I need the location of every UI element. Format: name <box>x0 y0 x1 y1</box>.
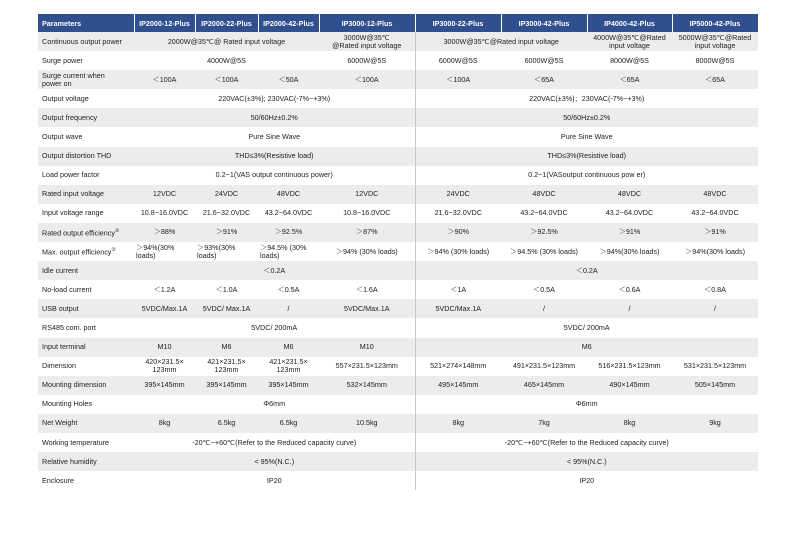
table-cell: 50/60Hz±0.2% <box>415 108 758 127</box>
table-cell: ＞94.5% (30% loads) <box>258 242 319 261</box>
header-parameters: Parameters <box>38 14 134 32</box>
table-cell: 220VAC(±3%); 230VAC(-7%~+3%) <box>134 89 415 108</box>
table-cell: ＞94% (30% loads) <box>415 242 501 261</box>
table-cell: ＜0.5A <box>258 280 319 299</box>
table-cell: 521×274×148mm <box>415 357 501 376</box>
table-cell: / <box>587 299 672 318</box>
table-row <box>38 147 758 166</box>
table-cell: 6000W@5S <box>415 51 501 70</box>
table-cell: ＞94%(30% loads) <box>587 242 672 261</box>
table-cell: ＜100A <box>134 70 195 89</box>
table-cell: 12VDC <box>134 185 195 204</box>
table-cell: ＜100A <box>319 70 415 89</box>
table-cell: 24VDC <box>195 185 258 204</box>
table-cell: 48VDC <box>501 185 587 204</box>
table-cell: 21.6~32.0VDC <box>415 204 501 223</box>
table-cell: ＞92.5% <box>258 223 319 242</box>
table-cell: 421×231.5× 123mm <box>258 357 319 376</box>
table-cell: ＜0.2A <box>134 261 415 280</box>
table-cell: Φ6mm <box>134 395 415 414</box>
row-label: Continuous output power <box>38 32 134 51</box>
table-cell: 490×145mm <box>587 376 672 395</box>
table-cell: 8kg <box>415 414 501 433</box>
table-cell: 7kg <box>501 414 587 433</box>
table-cell: 5VDC/Max.1A <box>415 299 501 318</box>
table-cell: -20℃~+60℃(Refer to the Reduced capacity curve) <box>134 433 415 452</box>
row-label: Load power factor <box>38 166 134 185</box>
header-row <box>38 14 758 32</box>
table-row <box>38 338 758 357</box>
row-label: Input terminal <box>38 338 134 357</box>
table-cell: ＜1.6A <box>319 280 415 299</box>
table-cell: 420×231.5× 123mm <box>134 357 195 376</box>
table-cell: 6000W@5S <box>501 51 587 70</box>
table-cell: 465×145mm <box>501 376 587 395</box>
table-row <box>38 223 758 242</box>
table-cell: 43.2~64.0VDC <box>587 204 672 223</box>
header-model: IP2000-12-Plus <box>134 14 195 32</box>
table-cell: ＞94%(30% loads) <box>672 242 758 261</box>
table-cell: 10.8~16.0VDC <box>319 204 415 223</box>
table-row <box>38 395 758 414</box>
table-cell: 6.5kg <box>195 414 258 433</box>
row-label: Output wave <box>38 127 134 146</box>
table-cell: 532×145mm <box>319 376 415 395</box>
table-cell: 5VDC/ Max.1A <box>195 299 258 318</box>
table-cell: 5VDC/ 200mA <box>134 318 415 337</box>
row-label: Working temperature <box>38 433 134 452</box>
table-row <box>38 204 758 223</box>
table-cell: M6 <box>415 338 758 357</box>
table-cell: 48VDC <box>672 185 758 204</box>
table-cell: / <box>672 299 758 318</box>
table-row <box>38 376 758 395</box>
header-model: IP3000-22-Plus <box>415 14 501 32</box>
table-cell: ＜100A <box>415 70 501 89</box>
table-cell: ＞87% <box>319 223 415 242</box>
row-label: Mounting dimension <box>38 376 134 395</box>
table-row <box>38 357 758 376</box>
header-model: IP3000-42-Plus <box>501 14 587 32</box>
row-label: Surge power <box>38 51 134 70</box>
table-cell: ＜65A <box>587 70 672 89</box>
table-cell: M6 <box>195 338 258 357</box>
row-label: Output distortion THD <box>38 147 134 166</box>
row-label: No-load current <box>38 280 134 299</box>
table-cell: 505×145mm <box>672 376 758 395</box>
table-cell: ＞94% (30% loads) <box>319 242 415 261</box>
table-row <box>38 414 758 433</box>
table-row <box>38 108 758 127</box>
header-model: IP5000-42-Plus <box>672 14 758 32</box>
table-cell: M10 <box>134 338 195 357</box>
table-cell: 6000W@5S <box>319 51 415 70</box>
table-cell: 5000W@35℃@Rated input voltage <box>672 32 758 51</box>
table-row <box>38 70 758 89</box>
table-cell: ＜50A <box>258 70 319 89</box>
table-cell: ＞94%(30% loads) <box>134 242 195 261</box>
table-cell: ＞92.5% <box>501 223 587 242</box>
table-cell: Φ6mm <box>415 395 758 414</box>
table-row <box>38 318 758 337</box>
table-cell: M10 <box>319 338 415 357</box>
table-cell: 4000W@35℃@Rated input voltage <box>587 32 672 51</box>
table-cell: 48VDC <box>587 185 672 204</box>
table-cell: 491×231.5×123mm <box>501 357 587 376</box>
header-model: IP3000-12-Plus <box>319 14 415 32</box>
table-cell: / <box>258 299 319 318</box>
table-row <box>38 242 758 261</box>
table-cell: 8000W@5S <box>587 51 672 70</box>
table-cell: 2000W@35℃@ Rated input voltage <box>134 32 319 51</box>
table-cell: 395×145mm <box>258 376 319 395</box>
row-label: Relative humidity <box>38 452 134 471</box>
table-cell: ＞91% <box>587 223 672 242</box>
table-cell: 3000W@35℃ @Rated input voltage <box>319 32 415 51</box>
row-label: Enclosure <box>38 471 134 490</box>
table-cell: ＜0.8A <box>672 280 758 299</box>
table-cell: 516×231.5×123mm <box>587 357 672 376</box>
table-row <box>38 127 758 146</box>
table-cell: 4000W@5S <box>134 51 319 70</box>
table-row <box>38 89 758 108</box>
row-label: Surge current when power on <box>38 70 134 89</box>
table-row <box>38 433 758 452</box>
table-cell: IP20 <box>134 471 415 490</box>
table-row <box>38 280 758 299</box>
table-cell: / <box>501 299 587 318</box>
table-cell: ＜0.5A <box>501 280 587 299</box>
table-cell: 557×231.5×123mm <box>319 357 415 376</box>
table-cell: 10.5kg <box>319 414 415 433</box>
table-cell: 3000W@35℃@Rated input voltage <box>415 32 587 51</box>
table-row <box>38 261 758 280</box>
table-cell: 21.6~32.0VDC <box>195 204 258 223</box>
table-cell: 24VDC <box>415 185 501 204</box>
table-cell: ＞88% <box>134 223 195 242</box>
row-label: USB output <box>38 299 134 318</box>
table-cell: THD≤3%(Resistive load) <box>134 147 415 166</box>
row-label: Input voltage range <box>38 204 134 223</box>
footnote-marker: ② <box>111 247 116 254</box>
table-row <box>38 471 758 490</box>
table-cell: 5VDC/Max.1A <box>134 299 195 318</box>
table-cell: 10.8~16.0VDC <box>134 204 195 223</box>
table-row <box>38 32 758 51</box>
table-cell: 495×145mm <box>415 376 501 395</box>
row-label: Output voltage <box>38 89 134 108</box>
table-cell: 395×145mm <box>195 376 258 395</box>
table-cell: 0.2~1(VAS output continuous power) <box>134 166 415 185</box>
table-cell: < 95%(N.C.) <box>415 452 758 471</box>
table-cell: ＜1.0A <box>195 280 258 299</box>
table-cell: ＜65A <box>672 70 758 89</box>
row-label: Mounting Holes <box>38 395 134 414</box>
table-cell: 8000W@5S <box>672 51 758 70</box>
row-label: Rated input voltage <box>38 185 134 204</box>
table-cell: 6.5kg <box>258 414 319 433</box>
header-model: IP4000-42-Plus <box>587 14 672 32</box>
table-cell: 12VDC <box>319 185 415 204</box>
table-row <box>38 166 758 185</box>
row-label: RS485 com. port <box>38 318 134 337</box>
table-cell: ＞93%(30% loads) <box>195 242 258 261</box>
row-label: Output frequency <box>38 108 134 127</box>
table-cell: ＞94.5% (30% loads) <box>501 242 587 261</box>
table-body <box>38 32 758 490</box>
table-row <box>38 299 758 318</box>
table-cell: ＜100A <box>195 70 258 89</box>
table-cell: 8kg <box>587 414 672 433</box>
header-model: IP2000-22-Plus <box>195 14 258 32</box>
table-cell: M6 <box>258 338 319 357</box>
table-cell: ＜0.2A <box>415 261 758 280</box>
table-cell: 220VAC(±3%)；230VAC(-7%~+3%) <box>415 89 758 108</box>
footnote-marker: ② <box>115 228 120 235</box>
row-label: Rated output efficiency② <box>38 223 134 242</box>
table-cell: 50/60Hz±0.2% <box>134 108 415 127</box>
table-cell: 531×231.5×123mm <box>672 357 758 376</box>
table-cell: 9kg <box>672 414 758 433</box>
table-cell: ＜1A <box>415 280 501 299</box>
table-cell: 8kg <box>134 414 195 433</box>
spec-table <box>38 14 759 490</box>
table-cell: Pure Sine Wave <box>134 127 415 146</box>
table-cell: -20℃~+60℃(Refer to the Reduced capacity curve) <box>415 433 758 452</box>
row-label: Max. output efficiency② <box>38 242 134 261</box>
row-label: Net Weight <box>38 414 134 433</box>
table-cell: ＞91% <box>195 223 258 242</box>
table-cell: ＞90% <box>415 223 501 242</box>
table-row <box>38 185 758 204</box>
table-cell: < 95%(N.C.) <box>134 452 415 471</box>
table-cell: 0.2~1(VASoutput continuous pow er) <box>415 166 758 185</box>
table-cell: ＜65A <box>501 70 587 89</box>
table-cell: 43.2~64.0VDC <box>672 204 758 223</box>
table-cell: 5VDC/Max.1A <box>319 299 415 318</box>
table-cell: 48VDC <box>258 185 319 204</box>
table-row <box>38 51 758 70</box>
table-cell: ＞91% <box>672 223 758 242</box>
table-cell: ＜1.2A <box>134 280 195 299</box>
table-cell: 421×231.5× 123mm <box>195 357 258 376</box>
table-cell: 43.2~64.0VDC <box>258 204 319 223</box>
table-cell: Pure Sine Wave <box>415 127 758 146</box>
row-label: Idle current <box>38 261 134 280</box>
table-cell: 5VDC/ 200mA <box>415 318 758 337</box>
table-cell: THD≤3%(Resistive load) <box>415 147 758 166</box>
table-cell: 43.2~64.0VDC <box>501 204 587 223</box>
table-row <box>38 452 758 471</box>
table-cell: ＜0.6A <box>587 280 672 299</box>
table-cell: IP20 <box>415 471 758 490</box>
row-label: Dimension <box>38 357 134 376</box>
header-model: IP2000-42-Plus <box>258 14 319 32</box>
table-cell: 395×145mm <box>134 376 195 395</box>
